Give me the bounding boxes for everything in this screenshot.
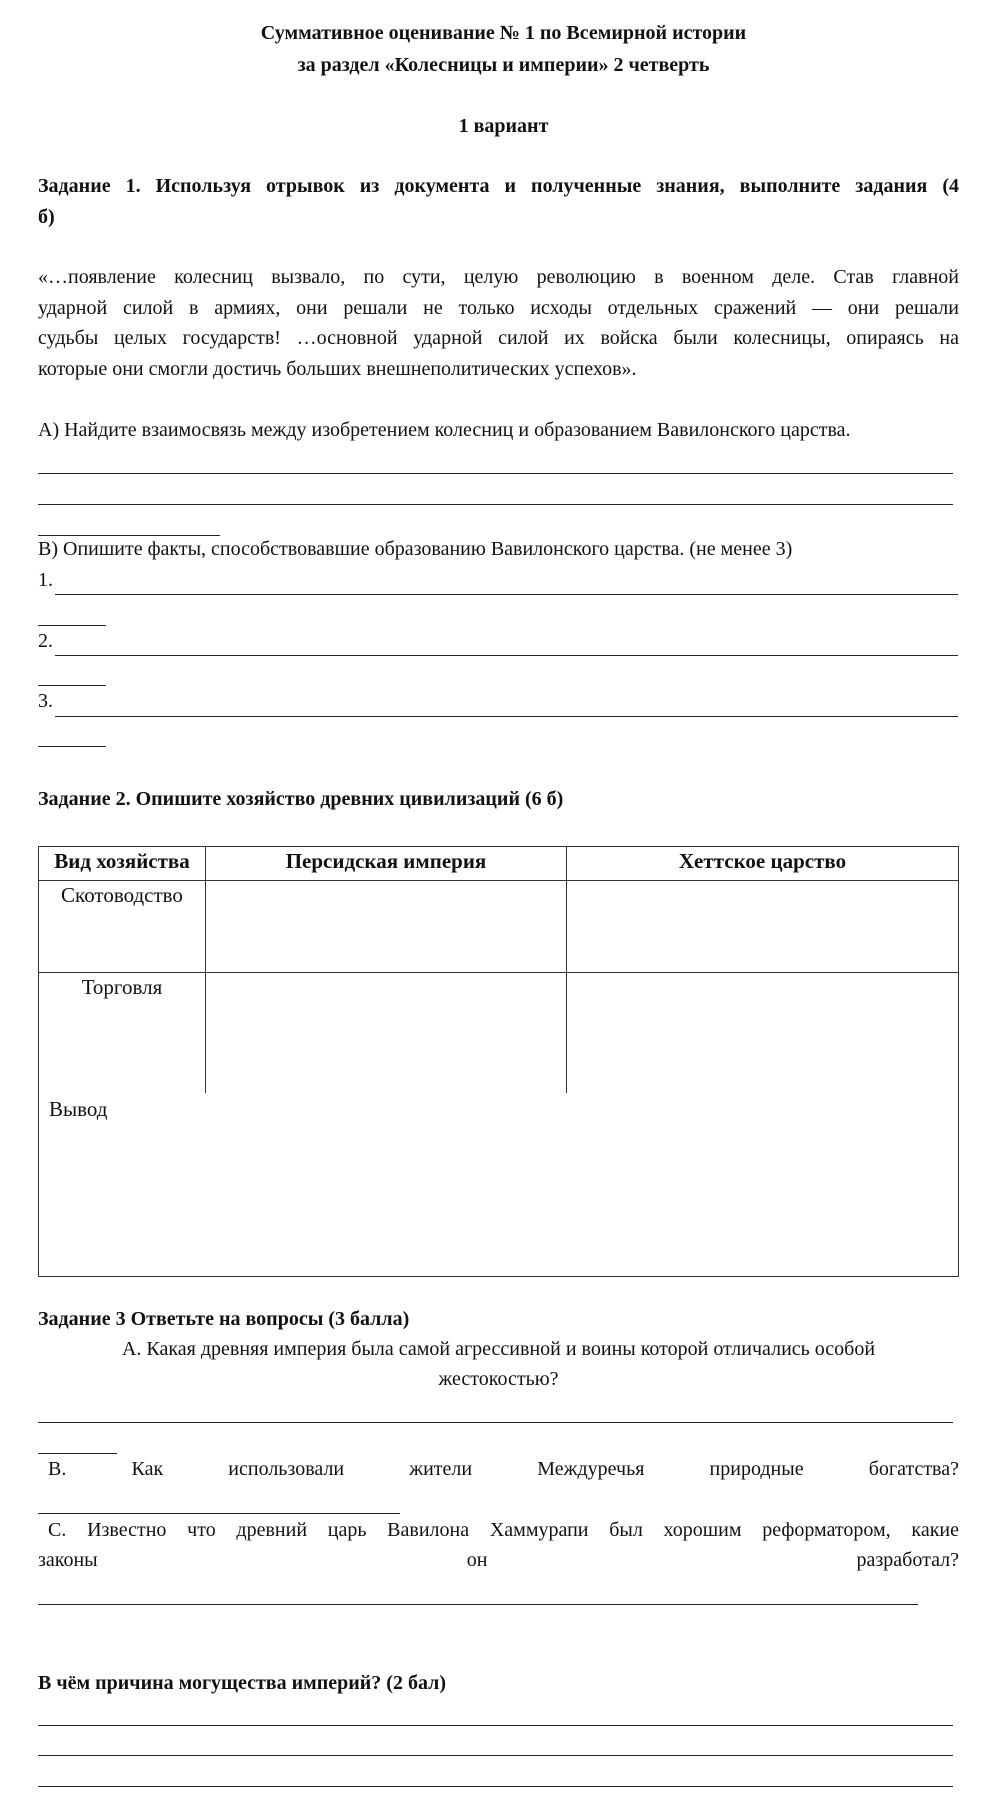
answer-line[interactable]: [38, 1513, 400, 1514]
header-cell-hittite: Хеттское царство: [567, 847, 959, 881]
task3-question-c-line2: законы он разработал?: [38, 1549, 959, 1571]
title-line-1: Суммативное оценивание № 1 по Всемирной истории: [260, 22, 747, 44]
answer-line[interactable]: [38, 1786, 953, 1787]
task3-question-a-line1: А. Какая древняя империя была самой агрессивной и воины которой отличались особой: [121, 1338, 876, 1360]
header-cell-type: Вид хозяйства: [39, 847, 206, 881]
table-row: [39, 973, 959, 1093]
conclusion-label: Вывод: [49, 1096, 108, 1121]
row-label-cattle: Скотоводство: [39, 881, 206, 973]
table-row: [39, 881, 959, 973]
task3-heading: Задание 3 Ответьте на вопросы (3 балла): [38, 1308, 410, 1330]
economy-table: [38, 846, 959, 1277]
answer-line[interactable]: [38, 1422, 953, 1423]
answer-cell[interactable]: [206, 881, 567, 973]
task1-heading-line1: Задание 1. Используя отрывок из документа и полученные знания, выполните задания (4: [38, 175, 959, 197]
task4-heading: В чём причина могущества империй? (2 бал): [38, 1672, 446, 1694]
task1-question-b: В) Опишите факты, способствовавшие образованию Вавилонского царства. (не менее 3): [38, 538, 793, 560]
answer-cell[interactable]: [567, 881, 959, 973]
task1-heading-line2: б): [38, 206, 55, 228]
answer-cell[interactable]: [567, 973, 959, 1093]
conclusion-row: [39, 1093, 959, 1277]
task3-question-b: В. Как использовали жители Междуречья природные богатства?: [48, 1458, 959, 1480]
answer-line[interactable]: [38, 625, 106, 626]
answer-line[interactable]: [38, 504, 953, 505]
item-number-3: 3.: [38, 690, 53, 712]
answer-cell[interactable]: [206, 973, 567, 1093]
answer-line[interactable]: [38, 746, 106, 747]
task2-heading: Задание 2. Опишите хозяйство древних цивилизаций (6 б): [38, 788, 564, 810]
answer-line[interactable]: [55, 716, 958, 717]
answer-line[interactable]: [38, 473, 953, 474]
item-number-1: 1.: [38, 569, 53, 591]
quote-line-1: «…появление колесниц вызвало, по сути, целую революцию в военном деле. Став главной: [38, 266, 959, 288]
task1-question-a: А) Найдите взаимосвязь между изобретением колесниц и образованием Вавилонского царства.: [38, 419, 851, 441]
conclusion-cell[interactable]: [39, 1093, 959, 1277]
task3-question-a-line2: жестокостью?: [438, 1368, 559, 1390]
quote-line-3: судьбы целых государств! …основной ударной силой их войска были колесницы, опираясь на: [38, 327, 959, 349]
header-cell-persia: Персидская империя: [206, 847, 567, 881]
answer-line[interactable]: [38, 1604, 918, 1605]
quote-line-4: которые они смогли достичь больших внешнеполитических успехов».: [38, 358, 637, 380]
answer-line[interactable]: [38, 1453, 117, 1454]
answer-line[interactable]: [38, 685, 106, 686]
variant-label: 1 вариант: [458, 115, 549, 137]
answer-line[interactable]: [38, 1725, 953, 1726]
task3-question-c-line1: С. Известно что древний царь Вавилона Хаммурапи был хорошим реформатором, какие: [48, 1519, 959, 1541]
answer-line[interactable]: [55, 594, 958, 595]
answer-line[interactable]: [38, 535, 220, 536]
answer-line[interactable]: [38, 1755, 953, 1756]
title-line-2: за раздел «Колесницы и империи» 2 четверть: [297, 54, 710, 76]
quote-line-2: ударной силой в армиях, они решали не только исходы отдельных сражений — они решали: [38, 297, 959, 319]
answer-line[interactable]: [55, 655, 958, 656]
row-label-trade: Торговля: [39, 973, 206, 1093]
item-number-2: 2.: [38, 630, 53, 652]
